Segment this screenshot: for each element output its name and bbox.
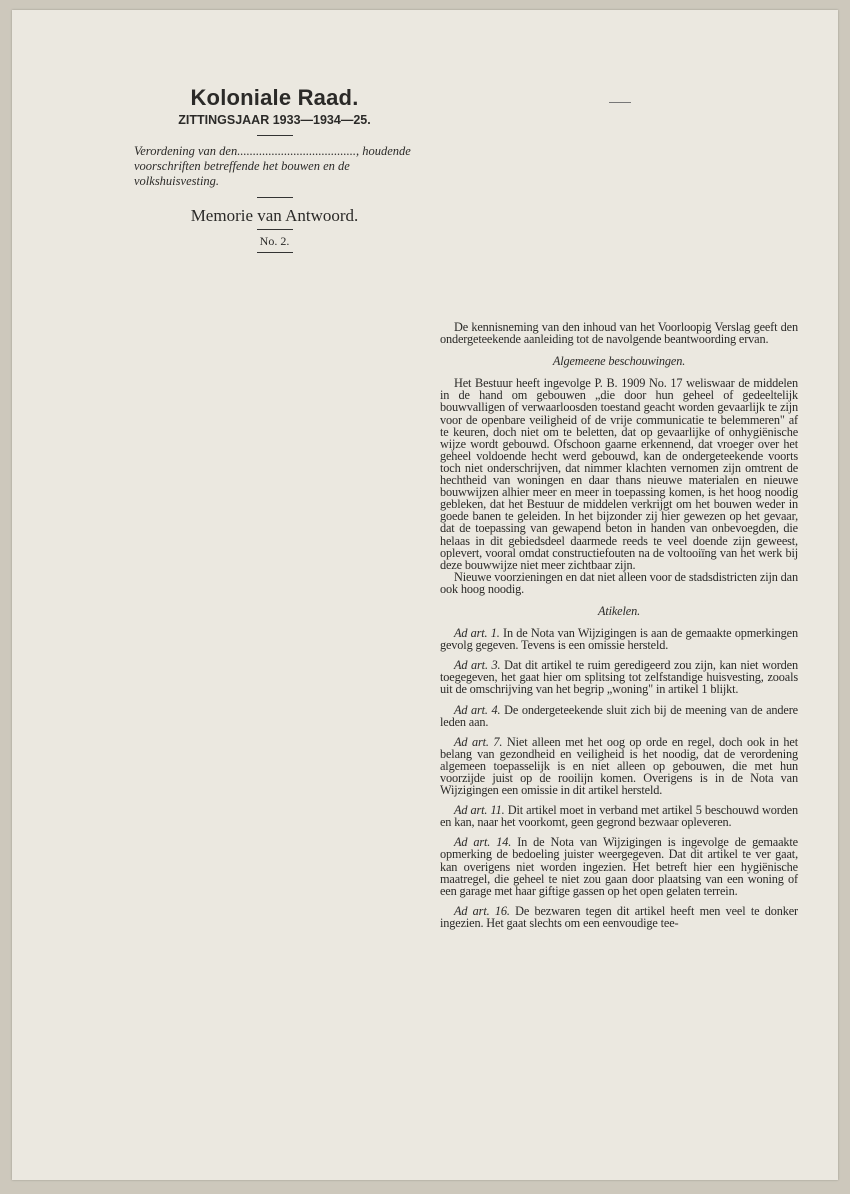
- article-label: Ad art. 7.: [454, 734, 503, 749]
- document-number: No. 2.: [259, 234, 290, 248]
- heading-articles: Atikelen.: [597, 603, 640, 618]
- article-label: Ad art. 1.: [454, 626, 500, 641]
- article-paragraph: [440, 836, 798, 896]
- article-paragraph: [440, 659, 798, 695]
- article-text: In de Nota van Wijzigingen is ingevolge de gemaakte opmerking de bedoeling juister weergegeven. Dat dit artikel te ver gaat, kan overigens niet worden ingezien. Het betreft hier een hygiënische maatregel, die geheel te niet zou gaan door plaatsing van een woning of een garage met haar giftige gassen op het open gelaten terrein.: [440, 835, 798, 898]
- article-paragraph: [440, 704, 798, 728]
- ordinance-subject: Verordening van den......................................, houdende voorschriften betreffende het bouwen en de volkshuisvesting.: [134, 144, 411, 188]
- body-text: [440, 321, 798, 929]
- general-paragraph: Het Bestuur heeft ingevolge P. B. 1909 No. 17 weliswaar de middelen in de hand om gebouwen „die door hun geheel of gedeeltelijk bouwvalligen of verwaarloosden toestand geacht worden gevaarlijk te zijn voor de openbare veiligheid of de vrije communicatie te belemmeren" af te keuren, doch niet om te beletten, dat op gevaarlijke of onhygiënische wijze wordt gebouwd. Ofschoon gaarne erkennend, dat vroeger over het geheel voldoende hecht werd gebouwd, kan de ondergeteekende voorts toch niet onderschrijven, dat nimmer klachten vernomen zijn omtrent de hechtheid van woningen en daar thans nieuwe materialen en nieuwe bouwwijzen alhier meer en meer in toepassing komen, is het hoog noodig gebleken, dat het Bestuur de middelen verkrijgt om het bouwen weder in goede banen te geleiden. In het bijzonder zij hier gewezen op het gevaar, dat de toepassing van gewapend beton in handen van onbevoegden, die helaas in dit gebiedsdeel daarmede reeds te veel doende zijn geweest, oplevert, vooral omdat constructiefouten na de voltooiïng van het werk bij deze bouwwijze niet meer zichtbaar zijn.: [440, 376, 798, 572]
- article-text: In de Nota van Wijzigingen is aan de gemaakte opmerkingen gevolg gegeven. Tevens is een omissie hersteld.: [440, 626, 798, 653]
- document-page: [12, 10, 838, 1180]
- heading-general: Algemeene beschouwingen.: [552, 354, 686, 369]
- session-year: ZITTINGSJAAR 1933—1934—25.: [178, 113, 371, 127]
- intro-paragraph: De kennisneming van den inhoud van het Voorloopig Verslag geeft den ondergeteekende aanleiding tot de navolgende beantwoording ervan.: [440, 320, 798, 347]
- council-title: Koloniale Raad.: [190, 85, 359, 110]
- margin-dash: [609, 102, 631, 103]
- document-header: [132, 85, 417, 261]
- divider: [257, 135, 293, 136]
- article-text: De ondergeteekende sluit zich bij de meening van de andere leden aan.: [440, 702, 798, 729]
- article-paragraph: [440, 905, 798, 929]
- divider: [257, 197, 293, 198]
- article-label: Ad art. 4.: [454, 702, 501, 717]
- article-text: De bezwaren tegen dit artikel heeft men veel te donker ingezien. Het gaat slechts om een eenvoudige tee-: [440, 903, 798, 930]
- divider: [257, 252, 293, 253]
- article-label: Ad art. 14.: [454, 835, 512, 850]
- article-text: Dat dit artikel te ruim geredigeerd zou zijn, kan niet worden toegegeven, het gaat hier om splitsing tot zelfstandige huisvesting, zooals uit de omschrijving van het begrip „woning" in artikel 1 blijkt.: [440, 658, 798, 697]
- article-paragraph: [440, 804, 798, 828]
- article-paragraph: [440, 736, 798, 796]
- article-text: Dit artikel moet in verband met artikel 5 beschouwd worden en kan, naar het voorkomt, geen gegrond bezwaar opleveren.: [440, 803, 798, 830]
- article-text: Niet alleen met het oog op orde en regel, doch ook in het belang van gezondheid en veiligheid is het noodig, dat de verordening algemeen toepasselijk is en niet alleen op gebouwen, die met hun voorzijde juist op de rooilijn komen. Overigens is in de Nota van Wijzigingen een omissie in dit artikel hersteld.: [440, 734, 798, 798]
- document-type: Memorie van Antwoord.: [190, 206, 359, 225]
- article-paragraph: [440, 627, 798, 651]
- general-paragraph: Nieuwe voorzieningen en dat niet alleen voor de stadsdistricten zijn dan ook hoog noodig.: [440, 569, 798, 596]
- divider: [257, 229, 293, 230]
- article-label: Ad art. 3.: [454, 658, 501, 673]
- article-label: Ad art. 11.: [454, 803, 505, 818]
- article-label: Ad art. 16.: [454, 903, 510, 918]
